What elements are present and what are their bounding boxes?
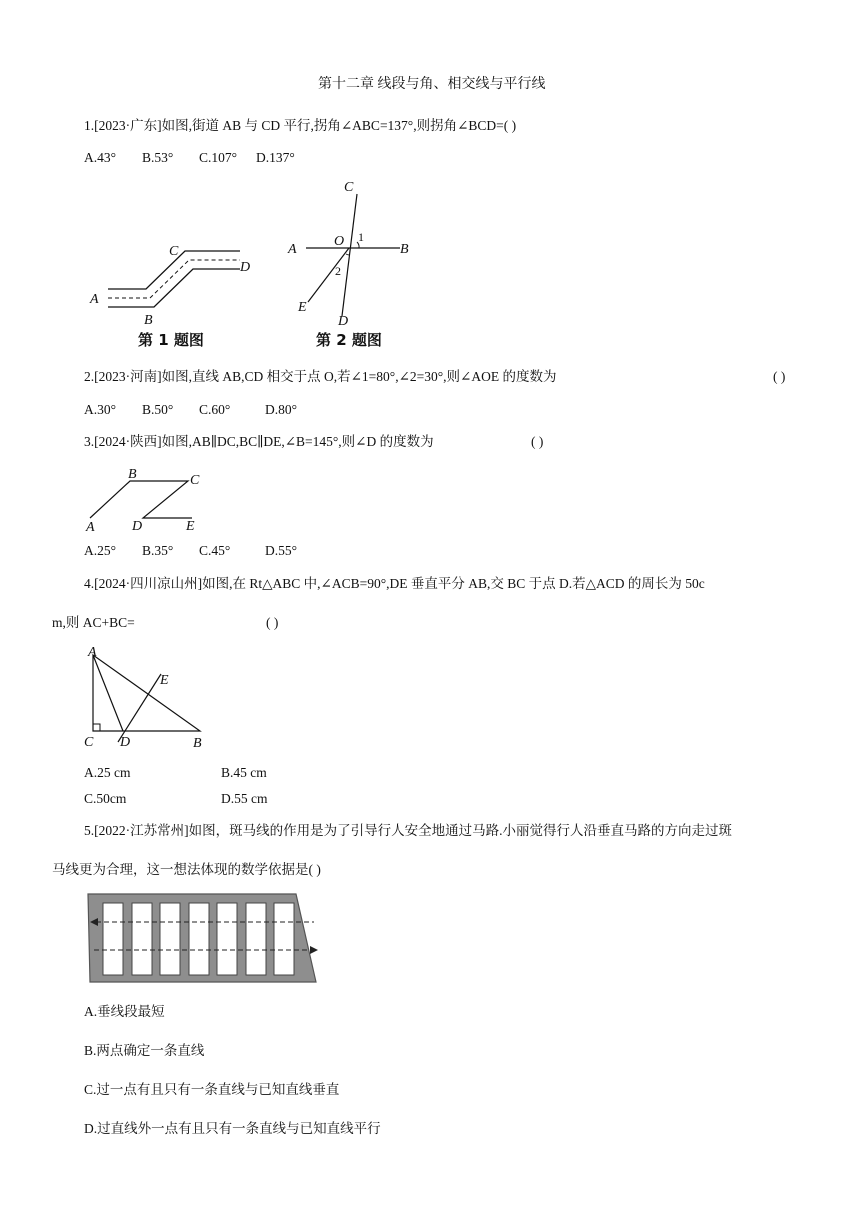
fig4-label-d: D [120, 735, 131, 750]
fig1-label-d: D [240, 260, 251, 275]
fig2-label-o: O [334, 234, 345, 249]
q1-option-d: D.137° [256, 150, 295, 165]
fig2-angle-2: 2 [335, 264, 341, 278]
fig1-label-a: A [90, 292, 99, 307]
fig2-label-c: C [344, 180, 354, 195]
q2-answer-paren: ( ) [773, 369, 786, 384]
figure-3-parallel-lines [80, 462, 220, 534]
fig2-label-b: B [400, 242, 409, 257]
q3-option-c: C.45° [199, 543, 231, 558]
fig2-label-a: A [288, 242, 297, 257]
q2-option-d: D.80° [265, 402, 298, 417]
q4-option-d: D.55 cm [221, 791, 268, 806]
fig3-label-d: D [132, 519, 143, 534]
q5-option-c: C.过一点有且只有一条直线与已知直线垂直 [84, 1082, 340, 1097]
fig1-caption: 第 1 题图 [138, 331, 204, 349]
q5-option-a: A.垂线段最短 [84, 1004, 165, 1019]
fig3-label-b: B [128, 467, 137, 482]
fig4-label-b: B [193, 736, 202, 751]
q1-option-a: A.43° [84, 150, 117, 165]
question-2-stem: 2.[2023·河南]如图,直线 AB,CD 相交于点 O,若∠1=80°,∠2=30°,则∠AOE 的度数为 [84, 369, 557, 384]
q4-option-a: A.25 cm [84, 765, 131, 780]
question-1-stem: 1.[2023·广东]如图,街道 AB 与 CD 平行,拐角∠ABC=137°,则拐角∠BCD=( ) [84, 118, 517, 133]
fig2-caption: 第 2 题图 [316, 331, 382, 349]
question-3-stem: 3.[2024·陕西]如图,AB∥DC,BC∥DE,∠B=145°,则∠D 的度数为 [84, 434, 434, 449]
fig2-label-d: D [338, 314, 349, 329]
q2-option-c: C.60° [199, 402, 231, 417]
fig2-angle-1: 1 [358, 230, 364, 244]
q5-option-b: B.两点确定一条直线 [84, 1043, 205, 1058]
fig1-label-b: B [144, 313, 153, 328]
fig4-label-e: E [160, 673, 169, 688]
q1-option-b: B.53° [142, 150, 174, 165]
q3-option-b: B.35° [142, 543, 174, 558]
q1-option-c: C.107° [199, 150, 238, 165]
q4-option-b: B.45 cm [221, 765, 267, 780]
fig4-label-c: C [84, 735, 94, 750]
question-5-stem-line-1: 5.[2022·江苏常州]如图，斑马线的作用是为了引导行人安全地通过马路.小丽觉得行人沿垂直马路的方向走过斑 [84, 823, 732, 838]
q3-option-d: D.55° [265, 543, 298, 558]
fig3-label-c: C [190, 473, 200, 488]
fig3-label-e: E [186, 519, 195, 534]
fig1-label-c: C [169, 244, 179, 259]
q4-option-c: C.50cm [84, 791, 127, 806]
fig2-label-e: E [298, 300, 307, 315]
q5-option-d: D.过直线外一点有且只有一条直线与已知直线平行 [84, 1121, 381, 1136]
fig4-label-a: A [88, 645, 97, 660]
figure-1-street [80, 236, 270, 352]
q2-option-a: A.30° [84, 402, 117, 417]
figure-4-right-triangle [80, 640, 220, 752]
question-4-stem-line-2: m,则 AC+BC= [52, 615, 135, 630]
figure-2-intersecting-lines [282, 174, 422, 352]
question-5-stem-line-2: 马线更为合理，这一想法体现的数学依据是( ) [52, 862, 321, 877]
page-title: 第十二章 线段与角、相交线与平行线 [318, 77, 546, 92]
figure-5-zebra-crossing [84, 890, 324, 986]
q3-answer-paren: ( ) [531, 434, 544, 449]
q4-answer-paren: ( ) [266, 615, 279, 630]
q2-option-b: B.50° [142, 402, 174, 417]
question-4-stem-line-1: 4.[2024·四川凉山州]如图,在 Rt△ABC 中,∠ACB=90°,DE 垂直平分 AB,交 BC 于点 D.若△ACD 的周长为 50c [84, 576, 705, 591]
q3-option-a: A.25° [84, 543, 117, 558]
fig3-label-a: A [86, 520, 95, 534]
